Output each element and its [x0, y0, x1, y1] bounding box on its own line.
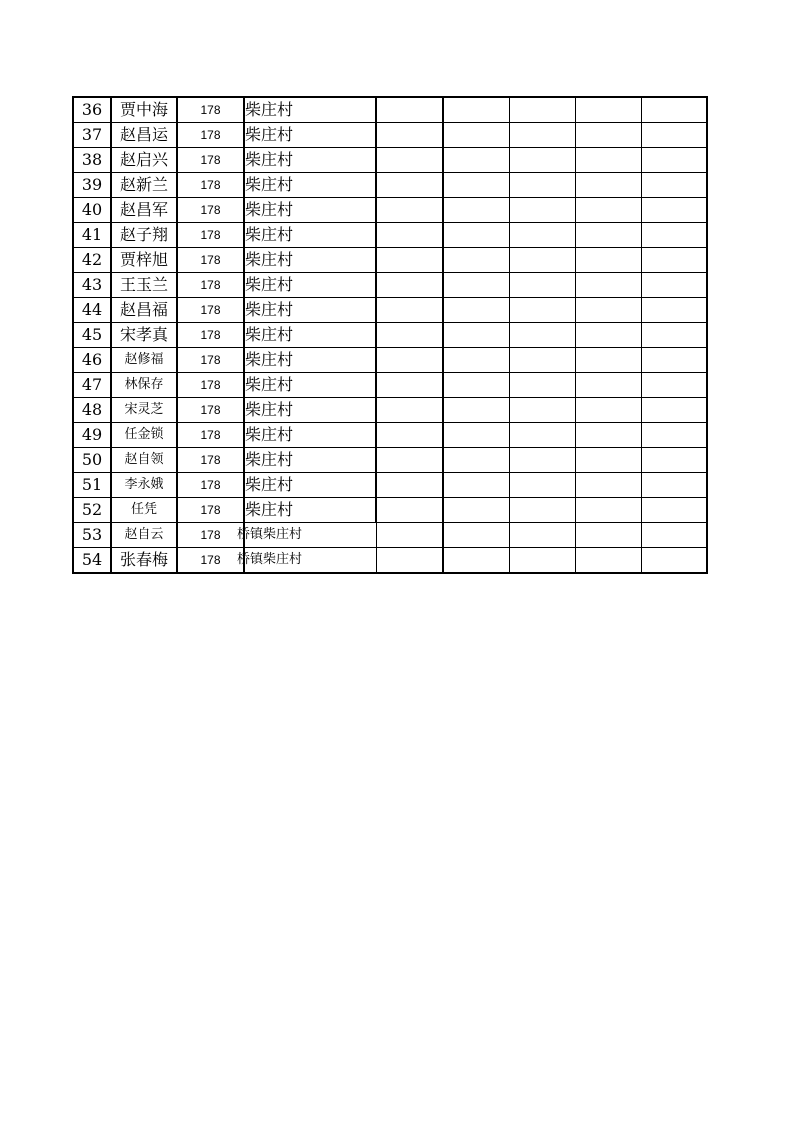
village-cell: 柴庄村 — [244, 473, 376, 498]
table-row — [73, 248, 707, 273]
empty-cell — [509, 448, 575, 473]
empty-cell — [641, 248, 707, 273]
row-number-cell: 50 — [73, 448, 111, 473]
empty-cell — [443, 273, 509, 298]
empty-cell — [509, 348, 575, 373]
table-row — [73, 123, 707, 148]
village-cell: 柴庄村 — [244, 448, 376, 473]
empty-cell — [641, 473, 707, 498]
table-row — [73, 223, 707, 248]
empty-cell — [641, 498, 707, 523]
number-cell: 178 — [177, 348, 244, 373]
number-cell: 178 — [177, 173, 244, 198]
row-number-cell: 51 — [73, 473, 111, 498]
village-cell: 桥镇柴庄村 — [244, 548, 376, 574]
village-cell: 柴庄村 — [244, 148, 376, 173]
table-row — [73, 398, 707, 423]
row-number-cell: 46 — [73, 348, 111, 373]
number-cell: 178 — [177, 248, 244, 273]
village-cell: 柴庄村 — [244, 123, 376, 148]
empty-cell — [376, 548, 443, 574]
empty-cell — [376, 373, 443, 398]
row-number-cell: 43 — [73, 273, 111, 298]
village-cell: 柴庄村 — [244, 323, 376, 348]
village-cell: 柴庄村 — [244, 298, 376, 323]
village-cell: 柴庄村 — [244, 423, 376, 448]
table-body — [73, 97, 707, 573]
village-cell: 柴庄村 — [244, 248, 376, 273]
name-cell: 李永娥 — [111, 473, 177, 498]
table-row — [73, 97, 707, 123]
empty-cell — [509, 248, 575, 273]
empty-cell — [443, 523, 509, 548]
number-cell: 178 — [177, 423, 244, 448]
row-number-cell: 47 — [73, 373, 111, 398]
name-cell: 赵新兰 — [111, 173, 177, 198]
empty-cell — [509, 548, 575, 574]
name-cell: 张春梅 — [111, 548, 177, 574]
empty-cell — [376, 498, 443, 523]
empty-cell — [443, 223, 509, 248]
name-cell: 宋孝真 — [111, 323, 177, 348]
empty-cell — [575, 498, 641, 523]
name-cell: 赵昌福 — [111, 298, 177, 323]
empty-cell — [509, 423, 575, 448]
empty-cell — [575, 298, 641, 323]
number-cell: 178 — [177, 123, 244, 148]
row-number-cell: 39 — [73, 173, 111, 198]
empty-cell — [443, 148, 509, 173]
number-cell: 178 — [177, 97, 244, 123]
empty-cell — [376, 223, 443, 248]
row-number-cell: 40 — [73, 198, 111, 223]
village-cell: 柴庄村 — [244, 173, 376, 198]
empty-cell — [641, 323, 707, 348]
village-cell: 柴庄村 — [244, 97, 376, 123]
empty-cell — [443, 448, 509, 473]
empty-cell — [641, 198, 707, 223]
empty-cell — [641, 223, 707, 248]
name-cell: 林保存 — [111, 373, 177, 398]
empty-cell — [575, 148, 641, 173]
table-row — [73, 348, 707, 373]
empty-cell — [509, 373, 575, 398]
row-number-cell: 45 — [73, 323, 111, 348]
number-cell: 178 — [177, 523, 244, 548]
empty-cell — [575, 273, 641, 298]
empty-cell — [575, 223, 641, 248]
village-cell: 柴庄村 — [244, 223, 376, 248]
empty-cell — [443, 423, 509, 448]
empty-cell — [575, 123, 641, 148]
number-cell: 178 — [177, 298, 244, 323]
table-row — [73, 473, 707, 498]
name-cell: 赵昌军 — [111, 198, 177, 223]
number-cell: 178 — [177, 148, 244, 173]
empty-cell — [443, 97, 509, 123]
empty-cell — [575, 173, 641, 198]
empty-cell — [575, 248, 641, 273]
number-cell: 178 — [177, 323, 244, 348]
empty-cell — [376, 298, 443, 323]
empty-cell — [376, 398, 443, 423]
empty-cell — [641, 448, 707, 473]
empty-cell — [641, 423, 707, 448]
empty-cell — [509, 223, 575, 248]
empty-cell — [575, 97, 641, 123]
empty-cell — [509, 97, 575, 123]
empty-cell — [509, 398, 575, 423]
number-cell: 178 — [177, 398, 244, 423]
empty-cell — [376, 423, 443, 448]
table-row — [73, 298, 707, 323]
empty-cell — [509, 173, 575, 198]
empty-cell — [641, 398, 707, 423]
name-cell: 任凭 — [111, 498, 177, 523]
table-row — [73, 423, 707, 448]
empty-cell — [443, 248, 509, 273]
empty-cell — [443, 198, 509, 223]
empty-cell — [641, 348, 707, 373]
number-cell: 178 — [177, 198, 244, 223]
village-cell: 柴庄村 — [244, 373, 376, 398]
name-cell: 赵昌运 — [111, 123, 177, 148]
empty-cell — [575, 398, 641, 423]
empty-cell — [376, 348, 443, 373]
number-cell: 178 — [177, 473, 244, 498]
empty-cell — [575, 423, 641, 448]
empty-cell — [376, 97, 443, 123]
row-number-cell: 53 — [73, 523, 111, 548]
empty-cell — [376, 273, 443, 298]
village-cell: 柴庄村 — [244, 273, 376, 298]
village-cell: 柴庄村 — [244, 398, 376, 423]
empty-cell — [641, 298, 707, 323]
row-number-cell: 36 — [73, 97, 111, 123]
empty-cell — [641, 148, 707, 173]
roster-table — [72, 96, 708, 574]
table-row — [73, 148, 707, 173]
table-row — [73, 273, 707, 298]
empty-cell — [376, 123, 443, 148]
table-row — [73, 373, 707, 398]
empty-cell — [641, 373, 707, 398]
village-cell: 柴庄村 — [244, 198, 376, 223]
name-cell: 宋灵芝 — [111, 398, 177, 423]
village-cell: 柴庄村 — [244, 348, 376, 373]
number-cell: 178 — [177, 273, 244, 298]
empty-cell — [376, 148, 443, 173]
empty-cell — [376, 523, 443, 548]
empty-cell — [641, 523, 707, 548]
row-number-cell: 48 — [73, 398, 111, 423]
empty-cell — [376, 448, 443, 473]
number-cell: 178 — [177, 548, 244, 574]
empty-cell — [443, 123, 509, 148]
village-cell: 桥镇柴庄村 — [244, 523, 376, 548]
empty-cell — [376, 173, 443, 198]
empty-cell — [509, 198, 575, 223]
name-cell: 赵修福 — [111, 348, 177, 373]
table-row — [73, 548, 707, 574]
empty-cell — [641, 123, 707, 148]
empty-cell — [509, 123, 575, 148]
empty-cell — [575, 373, 641, 398]
empty-cell — [443, 323, 509, 348]
name-cell: 贾梓旭 — [111, 248, 177, 273]
name-cell: 赵子翔 — [111, 223, 177, 248]
number-cell: 178 — [177, 448, 244, 473]
row-number-cell: 52 — [73, 498, 111, 523]
empty-cell — [443, 373, 509, 398]
empty-cell — [575, 198, 641, 223]
empty-cell — [509, 523, 575, 548]
name-cell: 贾中海 — [111, 97, 177, 123]
empty-cell — [575, 348, 641, 373]
empty-cell — [509, 148, 575, 173]
row-number-cell: 42 — [73, 248, 111, 273]
number-cell: 178 — [177, 498, 244, 523]
empty-cell — [509, 473, 575, 498]
empty-cell — [509, 498, 575, 523]
empty-cell — [575, 473, 641, 498]
row-number-cell: 44 — [73, 298, 111, 323]
empty-cell — [641, 97, 707, 123]
village-cell: 柴庄村 — [244, 498, 376, 523]
empty-cell — [509, 298, 575, 323]
table-row — [73, 323, 707, 348]
empty-cell — [443, 348, 509, 373]
empty-cell — [509, 273, 575, 298]
name-cell: 赵自云 — [111, 523, 177, 548]
name-cell: 赵自领 — [111, 448, 177, 473]
row-number-cell: 38 — [73, 148, 111, 173]
name-cell: 赵启兴 — [111, 148, 177, 173]
empty-cell — [443, 548, 509, 574]
empty-cell — [376, 473, 443, 498]
empty-cell — [376, 323, 443, 348]
empty-cell — [575, 523, 641, 548]
row-number-cell: 41 — [73, 223, 111, 248]
table-row — [73, 523, 707, 548]
empty-cell — [641, 548, 707, 574]
empty-cell — [376, 248, 443, 273]
row-number-cell: 54 — [73, 548, 111, 574]
empty-cell — [443, 398, 509, 423]
table-row — [73, 498, 707, 523]
empty-cell — [575, 548, 641, 574]
name-cell: 王玉兰 — [111, 273, 177, 298]
number-cell: 178 — [177, 373, 244, 398]
empty-cell — [641, 273, 707, 298]
empty-cell — [509, 323, 575, 348]
empty-cell — [443, 173, 509, 198]
empty-cell — [443, 498, 509, 523]
empty-cell — [641, 173, 707, 198]
empty-cell — [575, 448, 641, 473]
table-row — [73, 198, 707, 223]
name-cell: 任金锁 — [111, 423, 177, 448]
number-cell: 178 — [177, 223, 244, 248]
empty-cell — [376, 198, 443, 223]
empty-cell — [443, 298, 509, 323]
table-row — [73, 173, 707, 198]
table-row — [73, 448, 707, 473]
empty-cell — [443, 473, 509, 498]
row-number-cell: 49 — [73, 423, 111, 448]
row-number-cell: 37 — [73, 123, 111, 148]
empty-cell — [575, 323, 641, 348]
